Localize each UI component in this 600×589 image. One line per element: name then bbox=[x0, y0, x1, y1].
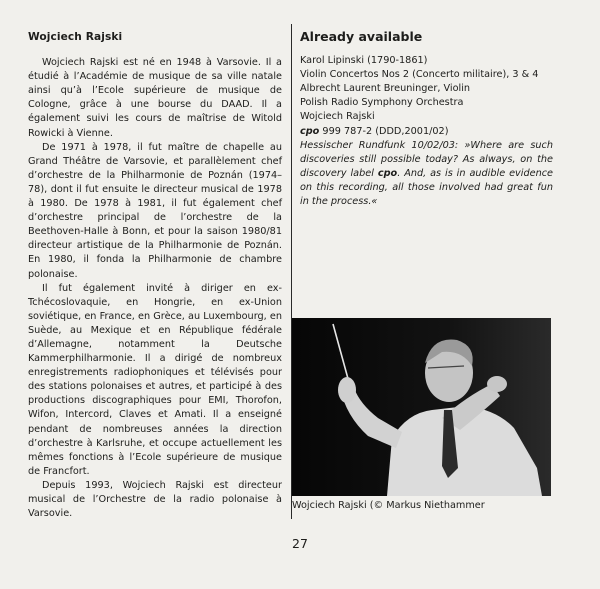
conductor-line: Wojciech Rajski bbox=[300, 111, 375, 123]
right-hand bbox=[338, 377, 356, 403]
conductor-photo bbox=[292, 318, 551, 496]
left-hand bbox=[487, 376, 507, 392]
catalog-line bbox=[300, 125, 553, 139]
biography-paragraph: Depuis 1993, Wojciech Rajski est directeur musical de l’Orchestre de la radio polonaise à Varsovie. bbox=[28, 479, 282, 520]
already-available-heading: Already available bbox=[300, 29, 423, 44]
baton bbox=[333, 324, 350, 386]
orchestra-line: Polish Radio Symphony Orchestra bbox=[300, 97, 464, 109]
biography-paragraph: De 1971 à 1978, il fut maître de chapelle au Grand Théâtre de Varsovie, et parallèlement chef d’orchestre de la Philharmonie de Poznán (1974–78), dont il fut ensuite le directeur musical de 1978 à 1980. De 1978 à 1981, il fut également chef d’orchestre principal de l’orchestre de la Beethoven-Halle à Bonn, et pour la saison 1980/81 directeur artistique de la Philharmonie de Poznán. En 1980, il fonda la Philharmonie de chambre polonaise. bbox=[28, 141, 282, 280]
biography-paragraph: Wojciech Rajski est né en 1948 à Varsovie. Il a étudié à l’Académie de musique de sa ville natale ainsi qu’à l’Ecole supérieure de musique de Cologne, grâce à une bourse du DAAD. Il a également suivi les cours de maîtrise de Witold Rowicki à Vienne. bbox=[28, 57, 282, 139]
already-available-column bbox=[300, 30, 553, 209]
catalog-number: 999 787-2 (DDD,2001/02) bbox=[319, 125, 449, 137]
page-number: 27 bbox=[292, 536, 308, 551]
soloist-line: Albrecht Laurent Breuninger, Violin bbox=[300, 83, 471, 95]
biography-paragraph: Il fut également invité à diriger en ex-Tchécoslovaquie, en Hongrie, en ex-Union soviétique, en France, en Grèce, au Luxembourg, en Suède, au Mexique et en République fédérale d’Allemagne, notamment la Deutsche Kammerphilharmonie. Il a dirigé de nombreux enregistrements radiophoniques et télévisés pour des stations polonaises et autres, et participé à des productions discographiques pour EMI, Thorofon, Wifon, Intercord, Claves et Amati. Il a enseigné pendant de nombreuses années la direction d’orchestre à Karlsruhe, et occupe actuellement les mêmes fonctions à l’Ecole supérieure de musique de Francfort. bbox=[28, 282, 282, 477]
review-text-start: Hessischer Rundfunk 10/02/03: »Where are such discoveries still possible today? As always, on the discovery label bbox=[300, 139, 553, 179]
biography-heading: Wojciech Rajski bbox=[28, 31, 123, 43]
photo-caption: Wojciech Rajski (© Markus Niethammer bbox=[292, 500, 485, 511]
review-quote bbox=[300, 139, 553, 209]
cpo-label: cpo bbox=[300, 125, 320, 137]
review-cpo-label: cpo bbox=[377, 167, 398, 179]
conductor-photo-illustration bbox=[292, 318, 551, 496]
biography-column bbox=[28, 30, 282, 521]
review-text-end: . And, as is in audible evidence on this recording, all those involved had great fun in the process.« bbox=[300, 167, 554, 208]
work-line: Violin Concertos Nos 2 (Concerto militaire), 3 & 4 bbox=[300, 69, 539, 81]
composer-line: Karol Lipinski (1790-1861) bbox=[300, 55, 428, 67]
